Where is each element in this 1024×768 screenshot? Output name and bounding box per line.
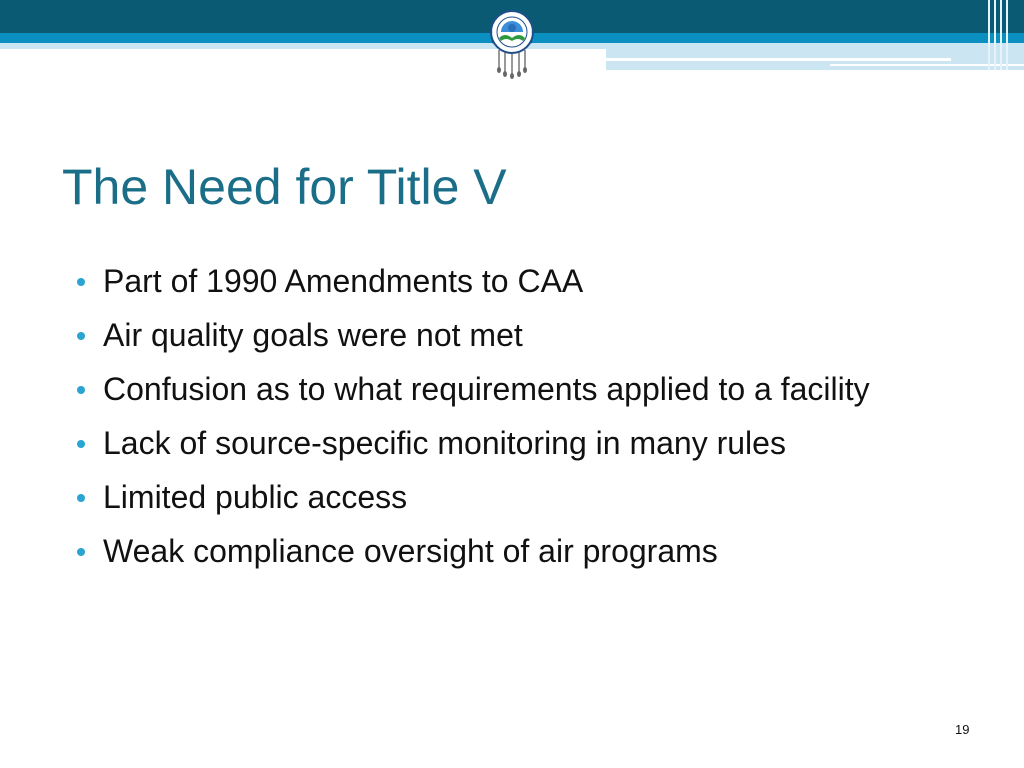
bullet-item: [76, 416, 976, 470]
epa-seal-icon: [487, 10, 537, 80]
bullet-text: Limited public access: [103, 479, 408, 515]
header-divider-line: [606, 58, 951, 61]
page-number: 19: [955, 722, 970, 737]
bullet-dot-icon: [77, 440, 85, 448]
bullet-dot-icon: [77, 494, 85, 502]
bullet-text: Confusion as to what requirements applied to a facility: [103, 371, 870, 407]
header-vertical-lines: [988, 0, 1014, 70]
bullet-dot-icon: [77, 386, 85, 394]
bullet-item: [76, 524, 976, 578]
slide-title: The Need for Title V: [62, 159, 507, 215]
bullet-item: [76, 254, 976, 308]
bullet-text: Air quality goals were not met: [103, 317, 523, 353]
bullet-item: [76, 470, 976, 524]
bullet-item: [76, 308, 976, 362]
bullet-dot-icon: [77, 332, 85, 340]
bullet-text: Lack of source-specific monitoring in many rules: [103, 425, 786, 461]
bullet-dot-icon: [77, 548, 85, 556]
bullet-item: [76, 362, 976, 416]
bullet-list: [76, 254, 976, 578]
bullet-dot-icon: [77, 278, 85, 286]
bullet-text: Weak compliance oversight of air programs: [103, 533, 718, 569]
bullet-text: Part of 1990 Amendments to CAA: [103, 263, 584, 299]
